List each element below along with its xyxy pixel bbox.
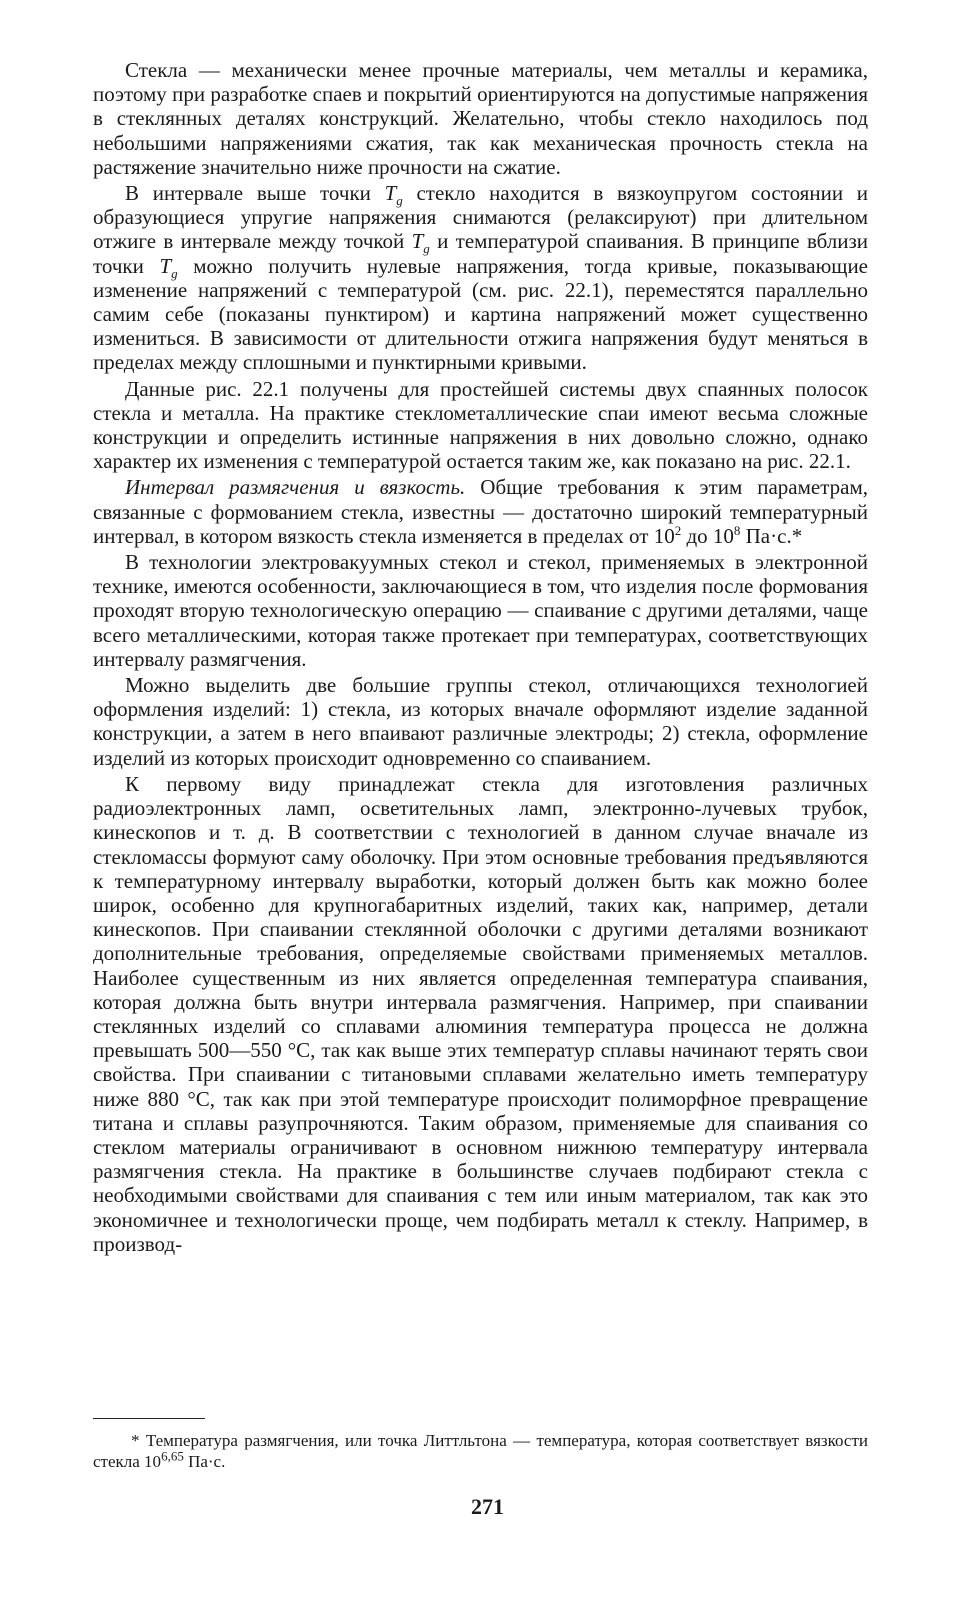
footnote-text-b: Па·с. — [183, 1452, 226, 1471]
paragraph-2-part-b: стекло находится в вязкоупругом состоянии и образующиеся упругие напряжения снимаются (релаксируют) при длительном отжиге в интервале между точкой — [93, 181, 868, 254]
paragraph-7: К первому виду принадлежат стекла для изготовления различных радиоэлектронных ламп, осветительных ламп, электронно-лучевых трубок, кинескопов и т. д. В соответствии с технологией в данном случае вначале из стекломассы формуют саму оболочку. При этом основные требования предъявляются к температурному интервалу выработки, который должен быть как можно более широк, особенно для крупногабаритных изделий, таких как, например, детали кинескопов. При спаивании стеклянной оболочки с другими деталями возникают дополнительные требования, определяемые свойствами применяемых металлов. Наиболее существенным из них является определенная температура спаивания, которая должна быть внутри интервала размягчения. Например, при спаивании стеклянных изделий со сплавами алюминия температура процесса не должна превышать 500—550 °С, так как выше этих температур сплавы начинают терять свои свойства. При спаивании с титановыми сплавами желательно иметь температуру ниже 880 °С, так как при этой температуре происходит полиморфное превращение титана и сплавы разупрочняются. Таким образом, применяемые для спаивания со стеклом материалы ограничивают в основном нижнюю температуру интервала размягчения стекла. На практике в большинстве случаев подбирают стекла с необходимыми свойствами для спаивания с тем или иным материалом, так как это экономичнее и технологически проще, чем подбирать металл к стеклу. Например, в производ- — [93, 771, 868, 1256]
footnote-divider — [93, 1418, 205, 1419]
tg-subscript: g — [396, 193, 403, 209]
paragraph-6: Можно выделить две большие группы стекол, отличающихся технологией оформления изделий: 1) стекла, из которых вначале оформляют изделие заданной конструкции, а затем в него впаивают различные электроды; 2) стекла, оформление изделий из которых происходит одновременно со спаиванием. — [93, 673, 868, 770]
paragraph-2-part-c: и температурой спаивания. В принципе вблизи точки — [93, 229, 868, 278]
paragraph-2-part-a: В интервале выше точки — [125, 181, 385, 206]
footnote — [93, 1430, 868, 1472]
paragraph-5: В технологии электровакуумных стекол и стекол, применяемых в электронной технике, имеются особенности, заключающиеся в том, что изделия после формования проходят вторую технологическую операцию — спаивание с другими деталями, чаще всего металлическими, которая также протекает при температурах, соответствующих интервалу размягчения. — [93, 550, 868, 671]
tg-symbol — [159, 253, 178, 281]
paragraph-4 — [93, 475, 868, 548]
tg-subscript: g — [171, 265, 178, 281]
page-body — [93, 58, 868, 1256]
paragraph-4-part-a: Общие требования к этим параметрам, связанные с формованием стекла, известны — достаточно широкий температурный интервал, в котором вязкость стекла изменяется в пределах от 10 — [93, 475, 868, 548]
paragraph-2-part-d: можно получить нулевые напряжения, тогда кривые, показывающие изменение напряжений с температурой (см. рис. 22.1), переместятся параллельно самим себе (показаны пунктиром) и картина напряжений может существенно измениться. В зависимости от длительности отжига напряжения будут меняться в пределах между сплошными и пунктирными кривыми. — [93, 253, 868, 375]
exponent-8: 8 — [733, 522, 741, 538]
tg-subscript: g — [423, 241, 430, 257]
footnote-text-a: * Температура размягчения, или точка Литтльтона — температура, которая соответствует вязкости стекла 10 — [93, 1431, 868, 1471]
tg-symbol — [384, 181, 403, 209]
tg-symbol — [411, 229, 430, 257]
tg-letter: T — [384, 181, 397, 206]
paragraph-2 — [93, 181, 868, 375]
footnote-exponent: 6,65 — [161, 1448, 184, 1464]
page-number: 271 — [471, 1494, 504, 1519]
tg-letter: T — [411, 229, 424, 254]
paragraph-3: Данные рис. 22.1 получены для простейшей системы двух спаянных полосок стекла и металла. На практике стеклометаллические спаи имеют весьма сложные конструкции и определить истинные напряжения в них довольно сложно, однако характер их изменения с температурой остается таким же, как показано на рис. 22.1. — [93, 376, 868, 474]
section-heading-italic: Интервал размягчения и вязкость. — [125, 475, 466, 500]
paragraph-4-part-c: Па·с.* — [740, 523, 803, 548]
paragraph-4-part-b: до 10 — [681, 523, 734, 548]
paragraph-1: Стекла — механически менее прочные материалы, чем металлы и керамика, поэтому при разработке спаев и покрытий ориентируются на допустимые напряжения в стеклянных деталях конструкций. Желательно, чтобы стекло находилось под небольшими напряжениями сжатия, так как механическая прочность стекла на растяжение значительно ниже прочности на сжатие. — [93, 58, 868, 179]
tg-letter: T — [159, 253, 172, 278]
exponent-2: 2 — [674, 522, 682, 538]
